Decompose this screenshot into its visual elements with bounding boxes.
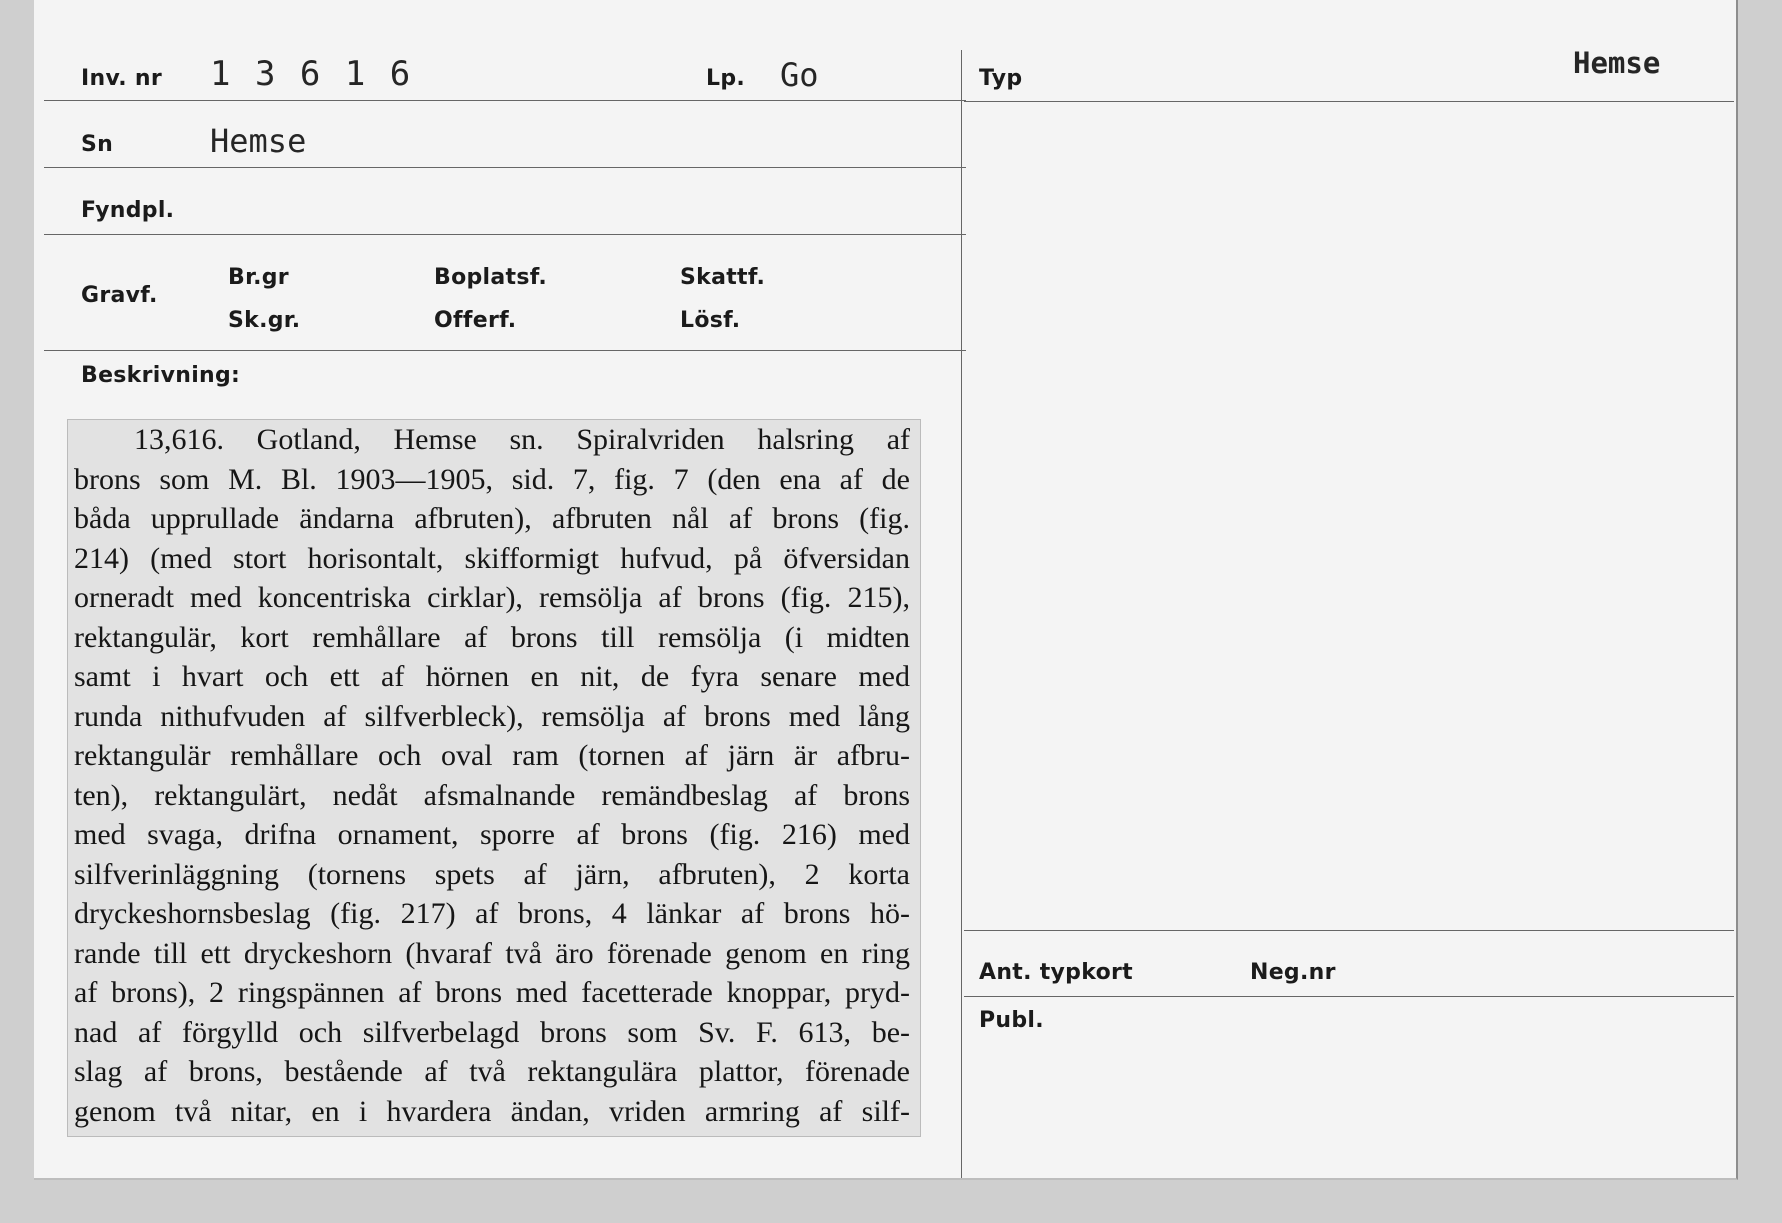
rule-ant-typkort xyxy=(964,996,1734,997)
inv-nr-value: 1 3 6 1 6 xyxy=(210,54,413,94)
fyndpl-label: Fyndpl. xyxy=(81,198,175,223)
beskrivning-label: Beskrivning: xyxy=(81,363,241,388)
skattf-label: Skattf. xyxy=(680,265,766,290)
description-line: nad af förgylld och silfverbelagd brons som Sv. F. 613, be- xyxy=(74,1015,910,1049)
description-line: 13,616. Gotland, Hemse sn. Spiralvriden halsring af xyxy=(134,423,910,456)
description-line: båda upprullade ändarna afbruten), afbruten nål af brons (fig. xyxy=(74,502,910,535)
rule-fyndpl xyxy=(44,234,966,235)
inv-nr-label: Inv. nr xyxy=(81,66,163,91)
description-line: rande till ett dryckeshorn (hvaraf två äro förenade genom en ring xyxy=(74,936,910,970)
description-line: dryckeshornsbeslag (fig. 217) af brons, 4 länkar af brons hö- xyxy=(74,897,910,930)
description-line: brons som M. Bl. 1903—1905, sid. 7, fig. 7 (den ena af de xyxy=(74,462,910,496)
description-line: af brons), 2 ringspännen af brons med facetterade knoppar, pryd- xyxy=(74,976,910,1009)
description-line: ten), rektangulärt, nedåt afsmalnande remändbeslag af brons xyxy=(74,778,910,812)
description-line: rektangulär remhållare och oval ram (tornen af järn är afbru- xyxy=(74,739,910,772)
description-line: rektangulär, kort remhållare af brons till remsölja (i midten xyxy=(74,620,910,654)
lp-value: Go xyxy=(780,56,819,94)
typ-label: Typ xyxy=(979,66,1023,91)
boplatsf-label: Boplatsf. xyxy=(434,265,548,290)
description-text xyxy=(68,420,920,1131)
gravf-label: Gravf. xyxy=(81,283,158,308)
description-line: genom två nitar, en i hvardera ändan, vriden armring af silf- xyxy=(74,1094,910,1128)
rule-header-right xyxy=(964,101,1734,102)
description-line: orneradt med koncentriska cirklar), remsölja af brons (fig. 215), xyxy=(74,581,910,614)
rule-right-lower xyxy=(964,930,1734,931)
description-line: slag af brons, bestående af två rektangulära plattor, förenade xyxy=(74,1055,910,1088)
catalog-card xyxy=(34,0,1738,1180)
description-line: med svaga, drifna ornament, sporre af brons (fig. 216) med xyxy=(74,818,910,851)
sk-gr-label: Sk.gr. xyxy=(228,308,301,333)
rule-header xyxy=(44,100,966,101)
column-divider xyxy=(961,50,962,1178)
offerf-label: Offerf. xyxy=(434,308,517,333)
ant-typkort-label: Ant. typkort xyxy=(979,960,1133,985)
losf-label: Lösf. xyxy=(680,308,741,333)
lp-label: Lp. xyxy=(706,66,746,91)
typ-value: Hemse xyxy=(1573,46,1661,80)
br-gr-label: Br.gr xyxy=(228,265,289,290)
description-line: runda nithufvuden af silfverbleck), remsölja af brons med lång xyxy=(74,699,910,733)
sn-value: Hemse xyxy=(210,122,307,160)
description-clipping xyxy=(67,419,921,1137)
rule-sn xyxy=(44,167,966,168)
publ-label: Publ. xyxy=(979,1008,1044,1033)
sn-label: Sn xyxy=(81,132,114,157)
description-line: samt i hvart och ett af hörnen en nit, de fyra senare med xyxy=(74,660,910,693)
description-line: 214) (med stort horisontalt, skifformigt hufvud, på öfversidan xyxy=(74,541,910,575)
neg-nr-label: Neg.nr xyxy=(1250,960,1336,985)
description-line: silfverinläggning (tornens spets af järn, afbruten), 2 korta xyxy=(74,857,910,891)
rule-gravf xyxy=(44,350,966,351)
